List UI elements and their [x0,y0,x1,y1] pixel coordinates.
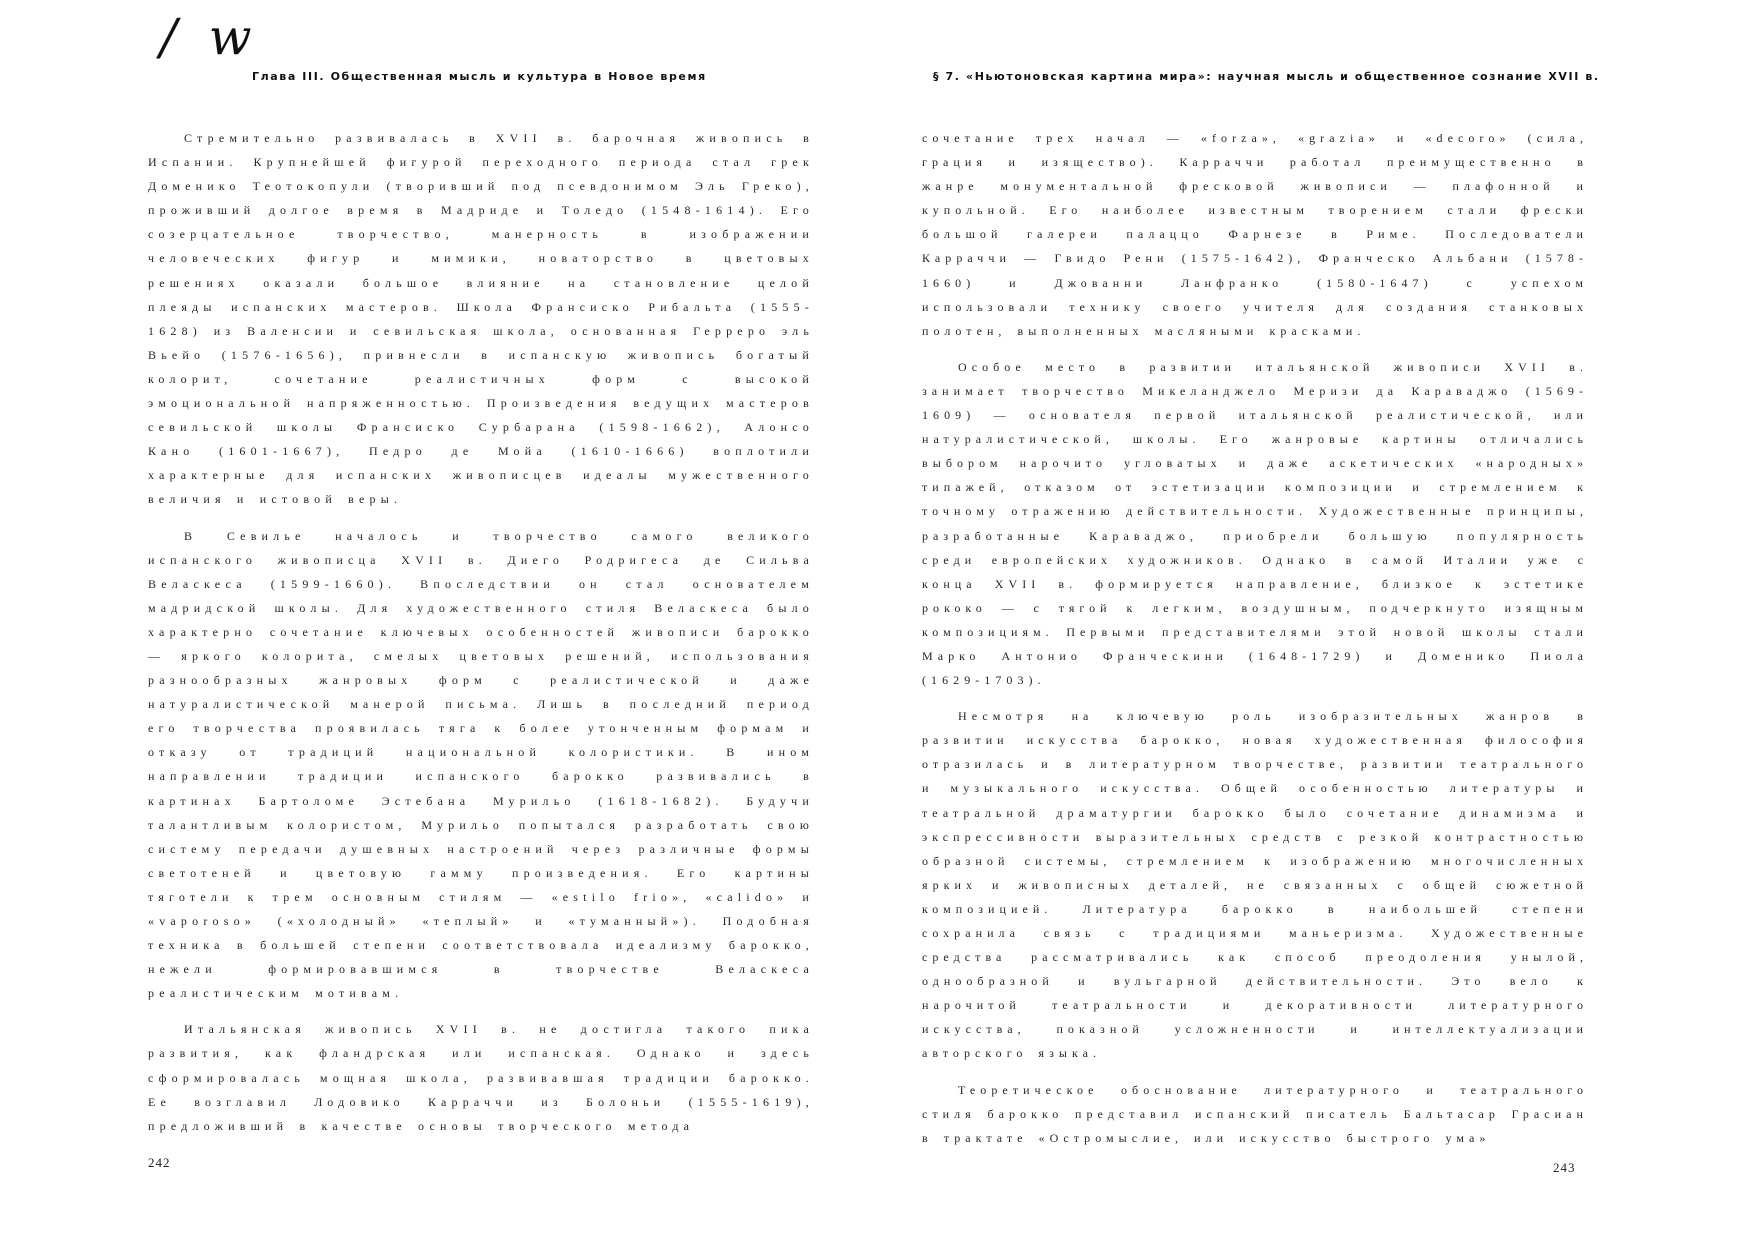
running-head-left: Глава III. Общественная мысль и культура в Новое время [252,70,707,83]
paragraph: Стремительно развивалась в XVII в. барочная живопись в Испании. Крупнейшей фигурой переходного периода стал грек Доменико Теотокопули (творивший под псевдонимом Эль Греко), проживший долгое время в Мадриде и Толедо (1548-1614). Его созерцательное творчество, манерность в изображении человеческих фигур и мимики, новаторство в цветовых решениях оказали большое влияние на становление целой плеяды испанских мастеров. Школа Франсиско Рибальта (1555-1628) из Валенсии и севильская школа, основанная Герреро эль Вьейо (1576-1656), привнесли в испанскую живопись богатый колорит, сочетание реалистичных форм с высокой эмоциональной напряженностью. Произведения ведущих мастеров севильской школы Франсиско Сурбарана (1598-1662), Алонсо Кано (1601-1667), Педро де Мойа (1610-1666) воплотили характерные для испанских живописцев идеалы мужественного величия и истовой веры. [148,131,814,507]
paragraph: Итальянская живопись XVII в. не достигла такого пика развития, как фландрская или испанская. Однако и здесь сформировалась мощная школа, развивавшая традиции барокко. Ее возглавил Лодовико Карраччи из Болоньи (1555-1619), предложивший в качестве основы творческого метода [148,1022,814,1133]
paragraph: Несмотря на ключевую роль изобразительных жанров в развитии искусства барокко, новая художественная философия отразилась и в литературном творчестве, развитии театрального и музыкального искусства. Общей особенностью литературы и театральной драматургии барокко было сочетание динамизма и экспрессивности выразительных средств с резкой контрастностью образной системы, стремлением к изображению многочисленных ярких и живописных деталей, не связанных с общей сюжетной композицией. Литература барокко в наибольшей степени сохранила связь с традициями маньеризма. Художественные средства рассматривались как способ преодоления унылой, однообразной и вульгарной действительности. Это вело к нарочитой театральности и декоративности литературного искусства, показной усложненности и интеллектуализации авторского языка. [922,709,1588,1061]
paragraph: сочетание трех начал — «forza», «grazia» и «decoro» (сила, грация и изящество). Карраччи работал преимущественно в жанре монументальной фресковой живописи — плафонной и купольной. Его наиболее известным творением стали фрески большой галереи палаццо Фарнезе в Риме. Последователи Карраччи — Гвидо Рени (1575-1642), Франческо Альбани (1578-1660) и Джованни Ланфранко (1580-1647) с успехом использовали технику своего учителя для создания станковых полотен, выполненных масляными красками. [922,131,1588,338]
page-number-right: 243 [1553,1160,1576,1175]
running-head-right: § 7. «Ньютоновская картина мира»: научная мысль и общественное сознание XVII в. [933,70,1600,83]
paragraph: Особое место в развитии итальянской живописи XVII в. занимает творчество Микеланджело Меризи да Караваджо (1569-1609) — основателя первой итальянской реалистической, или натуралистической, школы. Его жанровые картины отличались выбором нарочито угловатых и даже аскетических «народных» типажей, отказом от эстетизации композиции и стремлением к точному отражению действительности. Художественные принципы, разработанные Караваджо, приобрели большую популярность среди европейских художников. Однако в самой Италии уже с конца XVII в. формируется направление, близкое к эстетике рококо — с тягой к легким, воздушным, подчеркнуто изящным композициям. Первыми представителями этой новой школы стали Марко Антонио Франческини (1648-1729) и Доменико Пиола (1629-1703). [922,359,1588,688]
corner-mark: / w [160,8,260,66]
right-page [922,126,1588,1162]
page-number-left: 242 [148,1155,171,1170]
left-page [148,126,814,1150]
paragraph: Теоретическое обоснование литературного и театрального стиля барокко представил испанский писатель Бальтасар Грасиан в трактате «Остромыслие, или искусство быстрого ума» [922,1082,1588,1145]
paragraph: В Севилье началось и творчество самого великого испанского живописца XVII в. Диего Родригеса де Сильва Веласкеса (1599-1660). Впоследствии он стал основателем мадридской школы. Для художественного стиля Веласкеса было характерно сочетание ключевых особенностей живописи барокко — яркого колорита, смелых цветовых решений, использования разнообразных жанровых форм с реалистической и даже натуралистической манерой письма. Лишь в последний период его творчества проявилась тяга к более утонченным формам и отказу от традиций национальной колористики. В ином направлении традиции испанского барокко развивались в картинах Бартоломе Эстебана Мурильо (1618-1682). Будучи талантливым колористом, Мурильо попытался разработать свою систему передачи душевных настроений через различные формы светотеней и цветовую гамму произведения. Его картины тяготели к трем основным стилям — «estilo frio», «calido» и «vaporoso» («холодный» «теплый» и «туманный»). Подобная техника в большей степени соответствовала идеализму барокко, нежели формировавшимся в творчестве Веласкеса реалистическим мотивам. [148,528,814,1001]
